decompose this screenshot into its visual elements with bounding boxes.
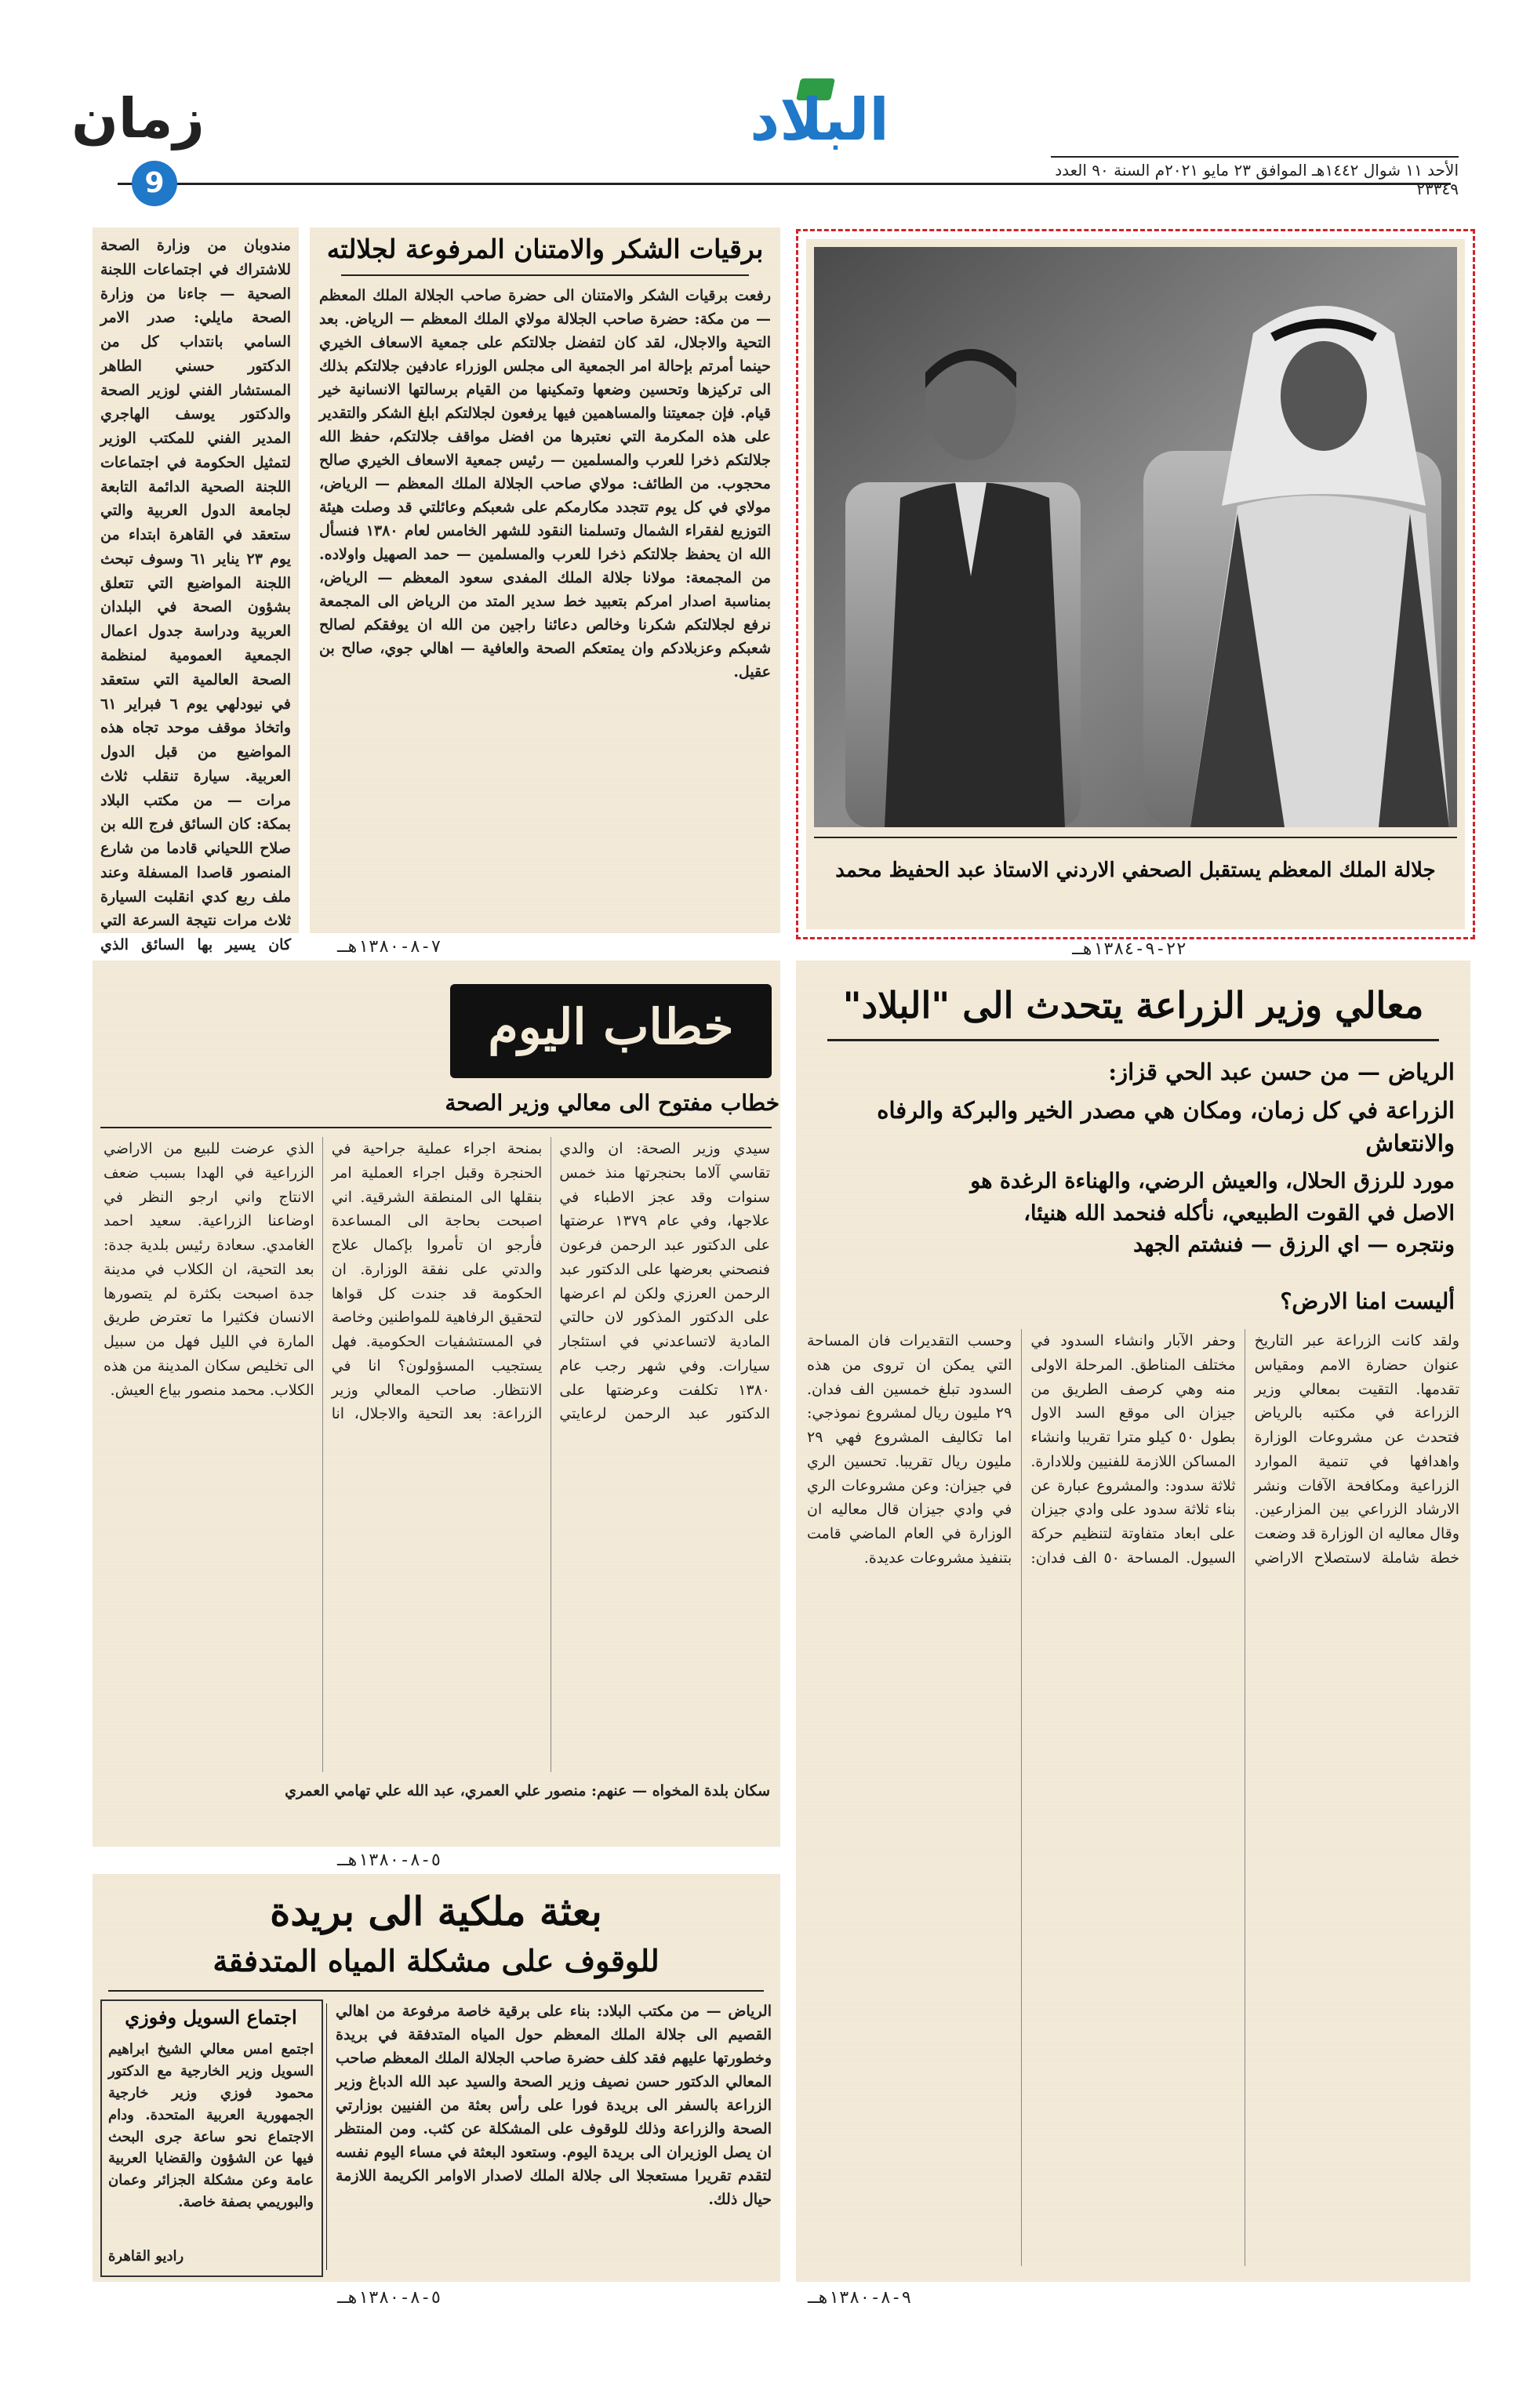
date-line: الأحد ١١ شوال ١٤٤٢هـ الموافق ٢٣ مايو ٢٠٢١م السنة ٩٠ العدد ٢٣٣٤٩: [1055, 161, 1459, 198]
mission-body: الرياض — من مكتب البلاد: بناء على برقية خاصة مرفوعة من اهالي القصيم الى جلالة الملك المعظم حول المياه المتدفقة في بريدة وخطورتها عليهم فقد كلف حضرة صاحب الجلالة الملك المعظم صاحب المعالي الدكتور حسن نصيف وزير الصحة والسيد عبد الله الدباغ وزير الزراعة بالسفر الى بريدة فورا على رأس بعثة من الفنيين بوزارتي الصحة والزراعة وذلك للوقوف على المشكلة عن كثب. ومن المنتظر ان يصل الوزيران الى بريدة اليوم. وستعود البعثة في مساء اليوم نفسه لتقدم تقريرا مستعجلا الى جلالة الملك لاصدار الاوامر الكريمة اللازمة حيال ذلك.: [336, 2003, 772, 2209]
meeting-box: [100, 1999, 323, 2277]
king-face: [1281, 341, 1367, 451]
telegrams-body: رفعت برقيات الشكر والامتنان الى حضرة صاحب الجلالة الملك المعظم — من مكة: حضرة صاحب الجلالة مولاي الملك المعظم — الرياض. بعد التحية والاجلال، لقد كان لتفضل جلالتكم على جمعية الاسعاف الخيري حينما أمرتم بإحالة امر الجمعية الى مجلس الوزراء عادفين جلالتكم بذلك الى تركيزها وتحسين وضعها وتمكينها من القيام برسالتها الانسانية خير قيام. فإن جمعيتنا والمساهمين فيها يرفعون لجلالتكم ابلغ الشكر والتقدير على هذه المكرمة التي نعتبرها من افضل مواقف جلالتكم، حفظ الله جلالتكم ذخرا للعرب والمسلمين — رئيس جمعية الاسعاف الخيري صالح محجوب. من الطائف: مولاي صاحب الجلالة الملك المعظم — الرياض، مولاي في كل يوم تتجدد مكارمكم على شعبكم وعائلتي قد وصلت هيئة التوزيع لفقراء الشمال وتسلمنا النقود للشهر الخامس لعام ١٣٨٠ فنسأل الله ان يحفظ جلالتكم ذخرا للعرب والمسلمين — حمد الصهيل واولاده. من المجمعة: مولانا جلالة الملك المفدى سعود المعظم — الرياض، بمناسبة اصدار امركم بتعبيد خط سدير المتد من الرياض الى المجمعة نرفع لجلالتكم شكرنا وخالص دعائنا راجين من الله ان يوفقكم لصالح شعبكم وعزبلادكم وان يمتعكم الصحة والعافية — اهالي جوي، صالح بن عقيل.: [319, 287, 771, 681]
editorial-banner: خطاب اليوم: [488, 998, 734, 1055]
page-number-badge: 9: [132, 161, 177, 206]
agriculture-subhead-3: مورد للرزق الحلال، والعيش الرضي، والهناءة الرغدة هو الاصل في القوت الطبيعي، نأكله فنحمد الله هنيئا، ونتجره — اي الرزق — فنشتم الجهد: [970, 1169, 1455, 1257]
mission-headline-rule: [108, 1990, 764, 1992]
photo-caption: جلالة الملك المعظم يستقبل الصحفي الاردني الاستاذ عبد الحفيظ محمد: [835, 859, 1436, 882]
agriculture-subhead-4: أليست امنا الارض؟: [1280, 1288, 1455, 1314]
editorial-date: ٥-٨-١٣٨٠هـ: [337, 1850, 442, 1870]
mission-headline-2: للوقوف على مشكلة المياه المتدفقة: [213, 1943, 660, 1978]
agriculture-body: ولقد كانت الزراعة عبر التاريخ عنوان حضارة الامم ومقياس تقدمها. التقيت بمعالي وزير الزراعة في مكتبه بالرياض فتحدث عن مشروعات الوزارة واهدافها في تنمية الموارد الزراعية ومكافحة الآفات ونشر الارشاد الزراعي بين المزارعين. وقال معاليه ان الوزارة قد وضعت خطة شاملة لاستصلاح الاراضي وحفر الآبار وانشاء السدود في مختلف المناطق. المرحلة الاولى منه وهي كرصف الطريق من جيزان الى موقع السد الاول بطول ٥٠ كيلو مترا تقريبا وانشاء المساكن اللازمة للفنيين وللادارة. ثلاثة سدود: والمشروع عبارة عن بناء ثلاثة سدود على وادي جيزان على ابعاد متفاوتة لتنظيم حركة السيول. المساحة ٥٠ الف فدان: وحسب التقديرات فان المساحة التي يمكن ان تروى من هذه السدود تبلغ خمسين الف فدان. ٢٩ مليون ريال لمشروع نموذجي: اما تكاليف المشروع فهي ٢٩ مليون ريال تقريبا. تحسين الري في جيزان: وعن مشروعات الري في وادي جيزان قال معاليه ان الوزارة في العام الماضي قامت بتنفيذ مشروعات عديدة.: [807, 1332, 1459, 1567]
photo-frame: [796, 229, 1475, 939]
logo: [729, 72, 910, 158]
telegrams-clipping: [310, 227, 780, 933]
editorial-subtitle: خطاب مفتوح الى معالي وزير الصحة: [445, 1090, 779, 1116]
photo-date: ٢٢-٩-١٣٨٤هـ: [1072, 939, 1186, 959]
editorial-signature: سكان بلدة المخواه — عنهم: منصور علي العمري، عبد الله علي تهامي العمري: [285, 1782, 770, 1800]
photo-card: [806, 239, 1465, 929]
logo-text: البلاد: [750, 86, 889, 154]
photo-image: [814, 247, 1457, 827]
mission-date: ٥-٨-١٣٨٠هـ: [337, 2288, 442, 2308]
editorial-body: سيدي وزير الصحة: ان والدي تقاسي آلاما بحنجرتها منذ خمس سنوات وقد عجز الاطباء في علاجها، وفي عام ١٣٧٩ عرضتها على الدكتور عبد الرحمن فرعون فنصحني بعرضها على الدكتور عبد الرحمن العرزي ولكن لم اعرضها على الدكتور المذكور لان حالتي المادية لاتساعدني في استئجار سيارات. وفي شهر رجب عام ١٣٨٠ تكلفت وعرضتها على الدكتور عبد الرحمن لرعايتي بمنحة اجراء عملية جراحية في الحنجرة وقبل اجراء العملية امر بنقلها الى المنطقة الشرقية. اني اصبحت بحاجة الى المساعدة فأرجو ان تأمروا بإكمال علاج والدتي على نفقة الوزارة. ان الحكومة قد جندت كل قواها لتحقيق الرفاهية للمواطنين وخاصة في المستشفيات الحكومية. فهل يستجيب المسؤولون؟ انا في الانتظار. صاحب المعالي وزير الزراعة: بعد التحية والاجلال، انا الذي عرضت للبيع من الاراضي الزراعية في الهدا بسبب ضعف الانتاج واني ارجو النظر في اوضاعنا الزراعية. سعيد احمد الغامدي. سعادة رئيس بلدية جدة: بعد التحية، ان الكلاب في مدينة جدة اصبحت بكثرة لم يتصورها الانسان فكثيرا ما تعترض طريق المارة في الليل فهل من سبيل الى تخليص سكان المدينة من هذه الكلاب. محمد منصور بياع العيش.: [104, 1140, 770, 1423]
caption-rule: [814, 837, 1457, 838]
agriculture-date: ٩-٨-١٣٨٠هـ: [808, 2288, 912, 2308]
meeting-source: راديو القاهرة: [108, 2248, 184, 2265]
mission-headline-1: بعثة ملكية الى بريدة: [270, 1888, 602, 1934]
agriculture-subhead-2: الزراعة في كل زمان، ومكان هي مصدر الخير والبركة والرفاه والانتعاش: [877, 1097, 1455, 1157]
section-title: زمان: [71, 86, 205, 151]
date-line-divider: [1051, 156, 1459, 158]
agriculture-headline: معالي وزير الزراعة يتحدث الى "البلاد": [842, 984, 1424, 1026]
meeting-headline: اجتماع السويل وفوزي: [125, 2006, 297, 2028]
masthead: [0, 0, 1519, 199]
editorial-clipping: [93, 961, 780, 1847]
telegrams-headline-rule: [341, 274, 749, 276]
agriculture-headline-rule: [827, 1039, 1439, 1041]
mission-clipping: [93, 1874, 780, 2282]
telegrams-date: ٧-٨-١٣٨٠هـ: [337, 937, 442, 957]
mission-column-divider: [326, 2003, 327, 2270]
editorial-banner-box: [450, 984, 772, 1078]
news-briefs-text: مندوبان من وزارة الصحة للاشتراك في اجتماعات اللجنة الصحية — جاءنا من وزارة الصحة مايلي: صدر الامر السامي بانتداب كل من الدكتور حسني الطاهر المستشار الفني لوزير الصحة والدكتور يوسف الهاجري المدير الفني للمكتب الوزير لتمثيل الحكومة في اجتماعات اللجنة الصحية الدائمة التابعة لجامعة الدول العربية والتي ستعقد في القاهرة ابتداء من يوم ٢٣ يناير ٦١ وسوف تبحث اللجنة المواضيع التي تتعلق بشؤون الصحة في البلدان العربية ودراسة جدول اعمال الجمعية العمومية لمنظمة الصحة العالمية التي ستعقد في نيودلهي يوم ٦ فبراير ٦١ واتخاذ موقف موحد تجاه هذه المواضيع من قبل الدول العربية. سيارة تنقلب ثلاث مرات — من مكتب البلاد بمكة: كان السائق فرج الله بن صلاح اللحياني قادما من شارع المنصور قاصدا المسفلة وعند ملف ربع كدي انقلبت السيارة ثلاث مرات نتيجة السرعة التي كان يسير بها السائق الذي: [100, 237, 292, 954]
news-briefs-clipping: [93, 227, 299, 954]
editorial-subtitle-rule: [100, 1127, 772, 1128]
meeting-body: اجتمع امس معالي الشيخ ابراهيم السويل وزير الخارجية مع الدكتور محمود فوزي وزير خارجية الجمهورية العربية المتحدة. ودام الاجتماع نحو ساعة جرى البحث فيها عن الشؤون والقضايا العربية عامة وعن مشكلة الجزائر وعمان والبوريمي بصفة خاصة.: [108, 2041, 314, 2211]
agriculture-subhead-1: الرياض — من حسن عبد الحي قزاز:: [1108, 1059, 1455, 1085]
agriculture-clipping: [796, 961, 1470, 2282]
telegrams-headline: برقيات الشكر والامتنان المرفوعة لجلالته: [326, 234, 764, 264]
